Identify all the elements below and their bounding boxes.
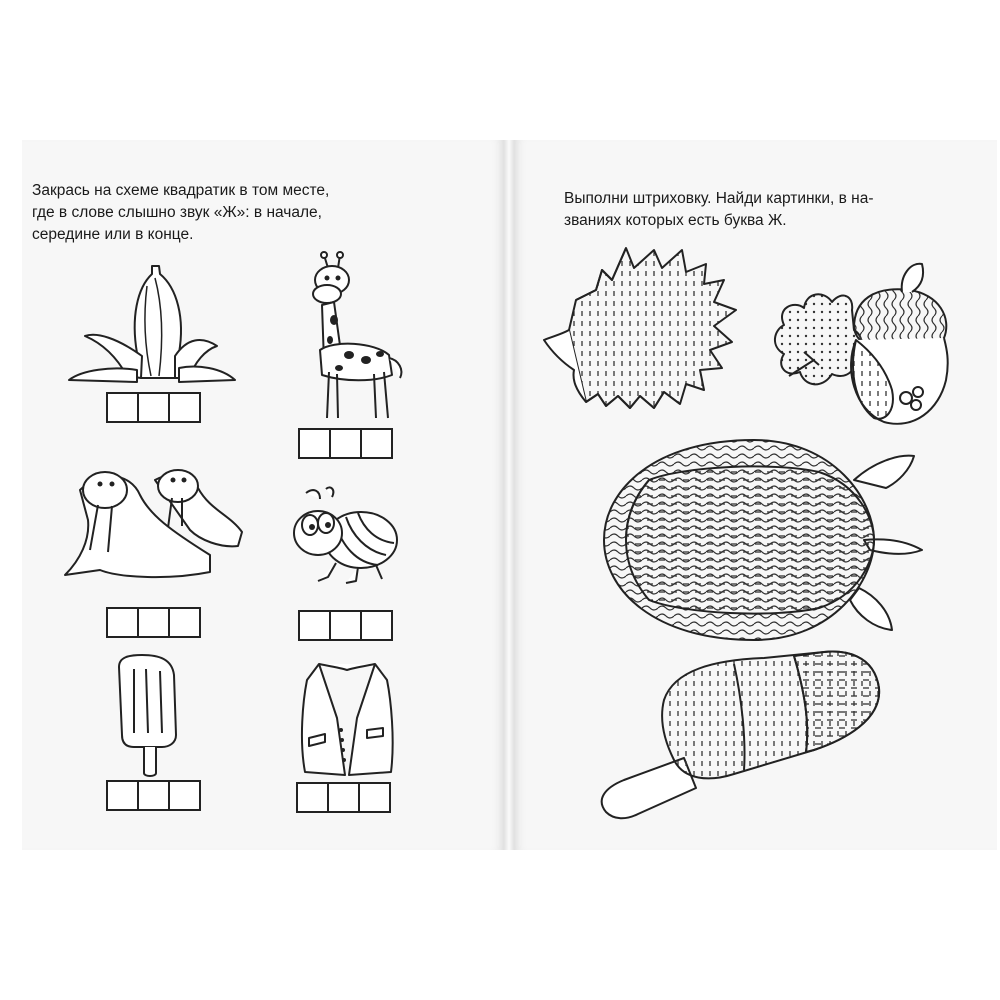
hedgehog-icon — [544, 248, 736, 408]
scheme-cell-start[interactable] — [298, 610, 331, 641]
book-spread — [22, 140, 997, 850]
sound-scheme[interactable] — [300, 428, 393, 459]
popsicle-icon — [114, 655, 184, 780]
left-instruction — [32, 180, 442, 246]
scheme-cell-end[interactable] — [360, 610, 393, 641]
ice-cream-icon — [602, 652, 879, 819]
giraffe-icon — [294, 250, 414, 425]
scheme-cell-middle[interactable] — [329, 428, 362, 459]
scheme-cell-end[interactable] — [168, 780, 201, 811]
instruction-line: где в слове слышно звук «Ж»: в начале, — [32, 204, 322, 221]
scheme-cell-start[interactable] — [298, 428, 331, 459]
vest-icon — [297, 660, 397, 780]
banana-peel-icon — [67, 258, 237, 388]
scheme-cell-end[interactable] — [358, 782, 391, 813]
sound-scheme[interactable] — [300, 610, 393, 641]
scheme-cell-end[interactable] — [360, 428, 393, 459]
sound-scheme[interactable] — [108, 607, 201, 638]
scheme-cell-start[interactable] — [106, 607, 139, 638]
scheme-cell-middle[interactable] — [137, 392, 170, 423]
sound-scheme[interactable] — [298, 782, 391, 813]
right-page — [514, 140, 997, 850]
sound-scheme[interactable] — [108, 780, 201, 811]
shading-pictures — [514, 140, 997, 850]
scheme-cell-start[interactable] — [106, 780, 139, 811]
instruction-line: Закрась на схеме квадратик в том месте, — [32, 182, 330, 199]
sound-scheme[interactable] — [108, 392, 201, 423]
beetle-icon — [286, 485, 401, 585]
walruses-icon — [60, 460, 260, 585]
scheme-cell-end[interactable] — [168, 392, 201, 423]
scheme-cell-middle[interactable] — [329, 610, 362, 641]
scheme-cell-start[interactable] — [106, 392, 139, 423]
scheme-cell-start[interactable] — [296, 782, 329, 813]
acorn-icon — [775, 264, 948, 424]
scheme-cell-end[interactable] — [168, 607, 201, 638]
instruction-line: середине или в конце. — [32, 226, 194, 243]
scheme-cell-middle[interactable] — [137, 780, 170, 811]
airship-icon — [604, 440, 922, 640]
scheme-cell-middle[interactable] — [137, 607, 170, 638]
instruction-line: Выполни штриховку. Найди картинки, в на- — [564, 190, 874, 207]
instruction-line: званиях которых есть буква Ж. — [564, 212, 787, 229]
book-gutter — [504, 140, 514, 850]
scheme-cell-middle[interactable] — [327, 782, 360, 813]
left-page — [22, 140, 504, 850]
